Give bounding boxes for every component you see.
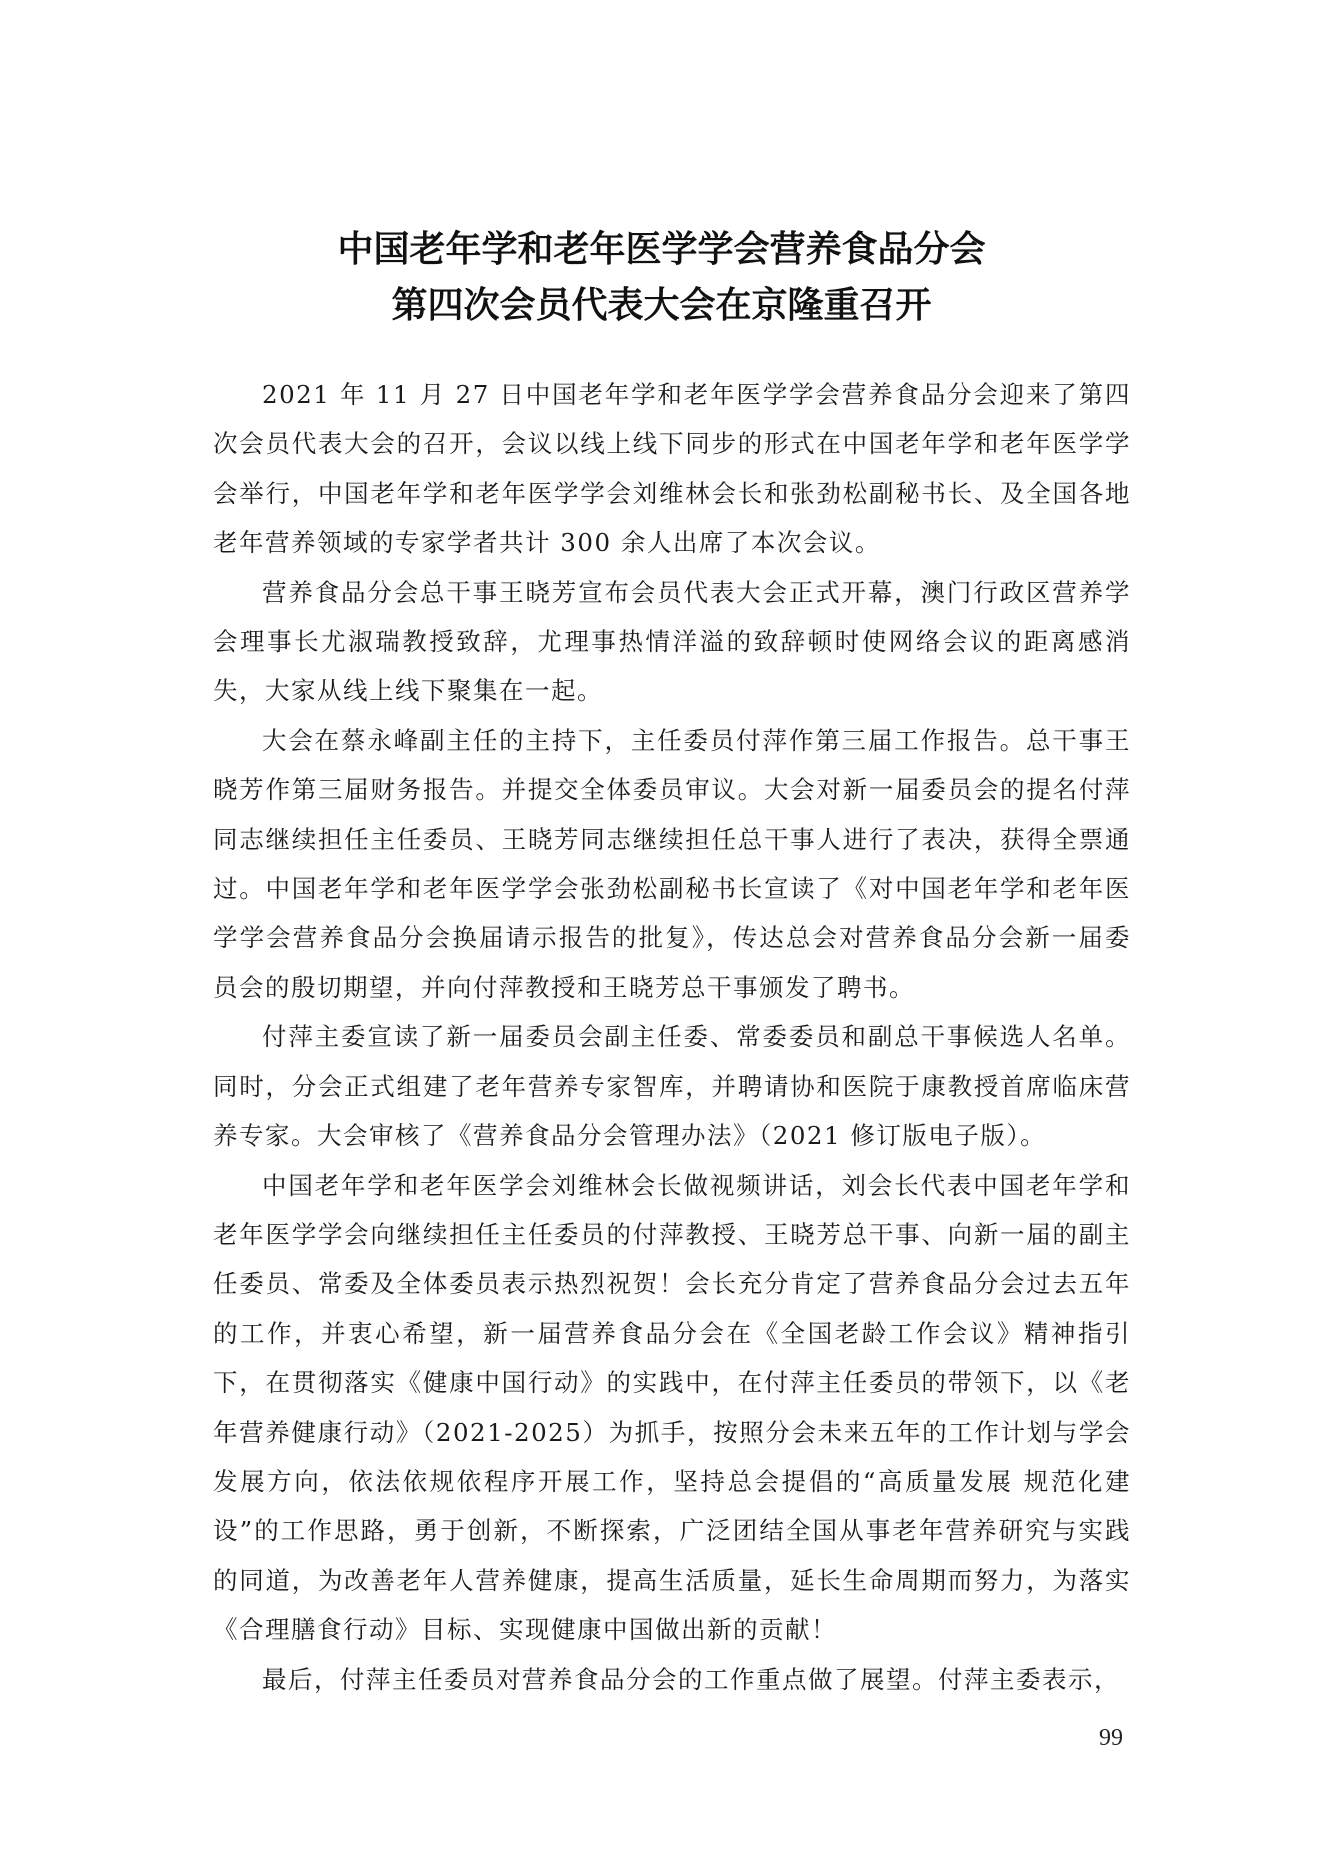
paragraph-3: 大会在蔡永峰副主任的主持下，主任委员付萍作第三届工作报告。总干事王晓芳作第三届财务报告。并提交全体委员审议。大会对新一届委员会的提名付萍同志继续担任主任委员、王晓芳同志继续担任总干事人进行了表决，获得全票通过。中国老年学和老年医学学会张劲松副秘书长宣读了《对中国老年学和老年医学学会营养食品分会换届请示报告的批复》，传达总会对营养食品分会新一届委员会的殷切期望，并向付萍教授和王晓芳总干事颁发了聘书。 (213, 725, 1131, 1002)
paragraph-1: 2021 年 11 月 27 日中国老年学和老年医学学会营养食品分会迎来了第四次会员代表大会的召开，会议以线上线下同步的形式在中国老年学和老年医学学会举行，中国老年学和老年医学学会刘维林会长和张劲松副秘书长、及全国各地老年营养领域的专家学者共计 300 余人出席了本次会议。 (213, 380, 1131, 558)
page-number: 99 (1099, 1725, 1123, 1751)
paragraph-5: 中国老年学和老年医学会刘维林会长做视频讲话，刘会长代表中国老年学和老年医学学会向继续担任主任委员的付萍教授、王晓芳总干事、向新一届的副主任委员、常委及全体委员表示热烈祝贺！会长充分肯定了营养食品分会过去五年的工作，并衷心希望，新一届营养食品分会在《全国老龄工作会议》精神指引下，在贯彻落实《健康中国行动》的实践中，在付萍主任委员的带领下，以《老年营养健康行动》（2021-2025）为抓手，按照分会未来五年的工作计划与学会发展方向，依法依规依程序开展工作，坚持总会提倡的“高质量发展 规范化建设”的工作思路，勇于创新，不断探索，广泛团结全国从事老年营养研究与实践的同道，为改善老年人营养健康，提高生活质量，延长生命周期而努力，为落实《合理膳食行动》目标、实现健康中国做出新的贡献！ (213, 1170, 1131, 1645)
paragraph-4: 付萍主委宣读了新一届委员会副主任委、常委委员和副总干事候选人名单。同时，分会正式组建了老年营养专家智库，并聘请协和医院于康教授首席临床营养专家。大会审核了《营养食品分会管理办法》（2021 修订版电子版）。 (213, 1022, 1131, 1151)
paragraph-6: 最后，付萍主任委员对营养食品分会的工作重点做了展望。付萍主委表示， (262, 1664, 1120, 1694)
article-title-line-2: 第四次会员代表大会在京隆重召开 (391, 285, 932, 326)
article-body (213, 370, 1131, 1704)
paragraph-2: 营养食品分会总干事王晓芳宣布会员代表大会正式开幕，澳门行政区营养学会理事长尤淑瑞教授致辞，尤理事热情洋溢的致辞顿时使网络会议的距离感消失，大家从线上线下聚集在一起。 (213, 577, 1131, 706)
article-title (200, 222, 1123, 334)
article-title-line-1: 中国老年学和老年医学学会营养食品分会 (337, 229, 986, 270)
